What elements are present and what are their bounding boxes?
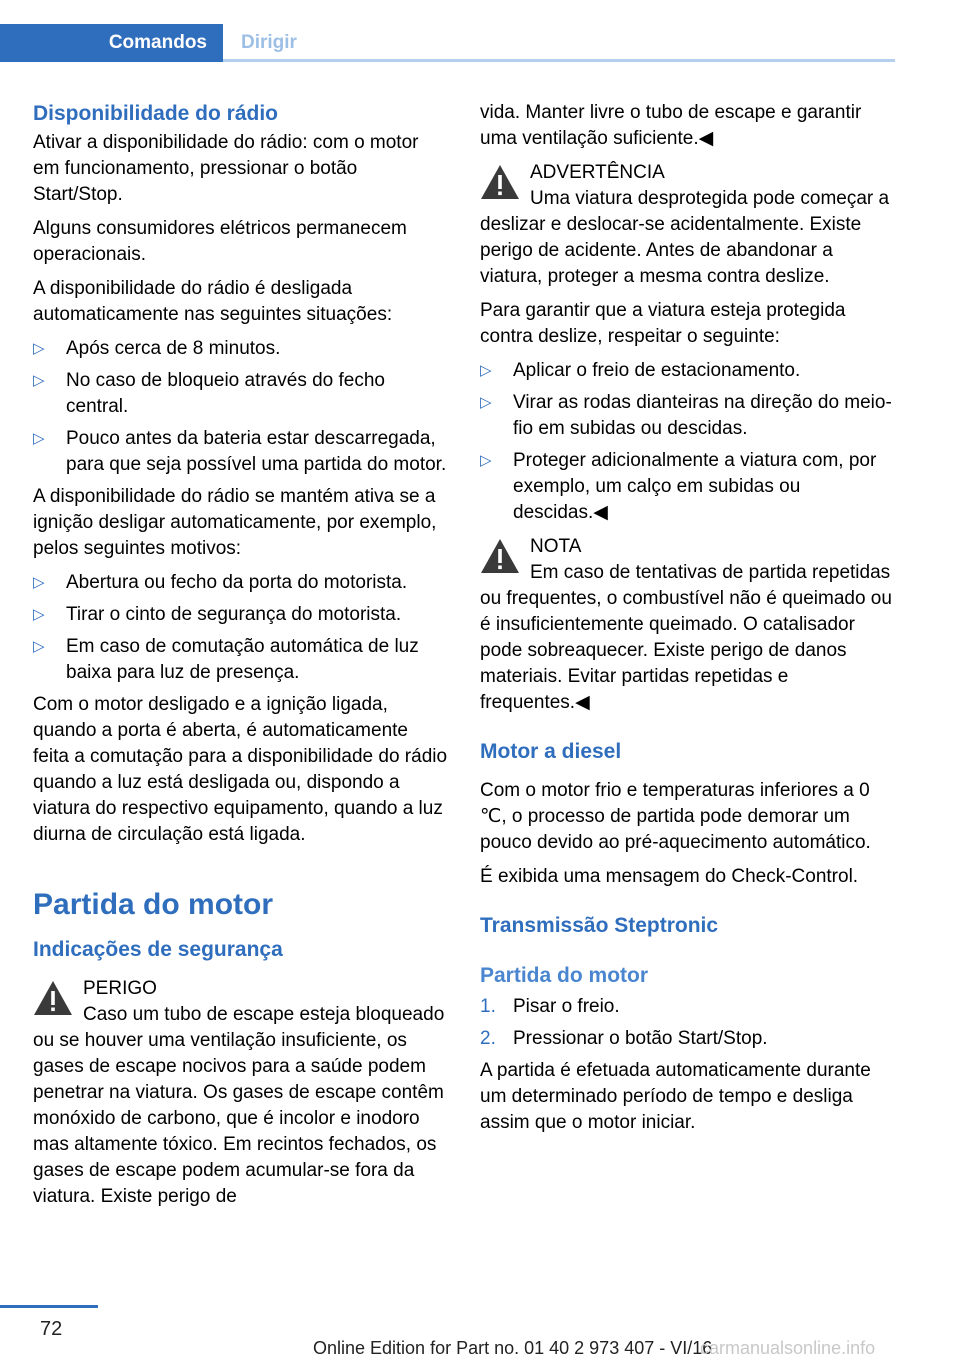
chapter-tabs (0, 24, 895, 62)
list-item: 1. Pisar o freio. (480, 996, 620, 1017)
warning-title: NOTA (530, 536, 582, 557)
triangle-bullet-icon: ▷ (480, 362, 492, 379)
paragraph: Ativar a disponibilidade do rádio: com o motor em funcionamento, pressionar o botão Start/Stop. (33, 132, 419, 205)
paragraph: Com o motor frio e temperaturas inferiores a 0 ℃, o processo de partida pode demorar um pouco devido ao pré-aquecimento automático. (480, 780, 871, 853)
list-item: ▷ Tirar o cinto de segurança do motorista. (33, 602, 448, 628)
triangle-bullet-icon: ▷ (33, 606, 45, 623)
tab-comandos[interactable]: Comandos (0, 24, 223, 62)
triangle-bullet-icon: ▷ (33, 340, 45, 357)
paragraph: vida. Manter livre o tubo de escape e garantir uma ventilação suficiente.◀ (480, 102, 862, 149)
warning-nota (480, 534, 895, 716)
warning-title: PERIGO (83, 978, 157, 999)
page-number: 72 (40, 1318, 63, 1340)
warning-advertencia (480, 160, 895, 290)
triangle-bullet-icon: ▷ (33, 372, 45, 389)
list-item: ▷ Proteger adicionalmente a viatura com, por exemplo, um calço em subidas ou descidas.◀ (480, 450, 877, 523)
warning-text: Uma viatura desprotegida pode começar a deslizar e deslocar-se acidentalmente. Existe perigo de acidente. Antes de abandonar a viatura, proteger a mesma contra deslize. (480, 188, 890, 287)
heading-transmissao-steptronic: Transmissão Steptronic (480, 914, 719, 937)
footer-rule (0, 1305, 98, 1308)
triangle-bullet-icon: ▷ (480, 394, 492, 411)
list-item: ▷ Aplicar o freio de estacionamento. (480, 358, 895, 384)
list-item: ▷ Abertura ou fecho da porta do motorista. (33, 570, 448, 596)
heading-partida-do-motor: Partida do motor (33, 888, 274, 921)
list-item: ▷ Em caso de comutação automática de luz baixa para luz de presença. (33, 636, 419, 683)
list-item: ▷ No caso de bloqueio através do fecho central. (33, 370, 385, 417)
list-item: 2. Pressionar o botão Start/Stop. (480, 1028, 768, 1049)
paragraph: A disponibilidade do rádio se mantém ativa se a ignição desligar automaticamente, por exemplo, pelos seguintes motivos: (33, 486, 437, 559)
list-item: ▷ Pouco antes da bateria estar descarregada, para que seja possível uma partida do motor. (33, 428, 447, 475)
heading-indicacoes-seguranca: Indicações de segurança (33, 938, 283, 961)
edition-note: Online Edition for Part no. 01 40 2 973 407 - VI/16 (313, 1338, 713, 1358)
paragraph: A disponibilidade do rádio é desligada automaticamente nas seguintes situações: (33, 278, 393, 325)
triangle-bullet-icon: ▷ (33, 430, 45, 447)
triangle-bullet-icon: ▷ (33, 574, 45, 591)
triangle-bullet-icon: ▷ (33, 638, 45, 655)
numbered-list (480, 994, 895, 1052)
paragraph: Alguns consumidores elétricos permanecem operacionais. (33, 218, 407, 265)
watermark: carmanualsonline.info (700, 1338, 876, 1358)
warning-text: Em caso de tentativas de partida repetidas ou frequentes, o combustível não é queimado ou é insuficientemente queimado. O catalisador pode sobreaquecer. Existe perigo de danos materiais. Evitar partidas repetidas e frequentes.◀ (480, 562, 892, 713)
warning-perigo (33, 976, 448, 1210)
right-column (480, 100, 895, 1144)
warning-triangle-icon (480, 538, 520, 574)
left-column (33, 100, 448, 1218)
tab-dirigir[interactable]: Dirigir (223, 24, 895, 62)
paragraph: É exibida uma mensagem do Check-Control. (480, 866, 859, 887)
heading-motor-diesel: Motor a diesel (480, 740, 622, 763)
triangle-bullet-icon: ▷ (480, 452, 492, 469)
paragraph: Para garantir que a viatura esteja protegida contra deslize, respeitar o seguinte: (480, 300, 846, 347)
paragraph: Com o motor desligado e a ignição ligada, quando a porta é aberta, é automaticamente feita a comutação para a disponibilidade do rádio quando a luz está desligada ou, dispondo a viatura do respectivo equipamento, quando a luz diurna de circulação está ligada. (33, 694, 448, 845)
bullet-list (33, 570, 448, 686)
paragraph: A partida é efetuada automaticamente durante um determinado período de tempo e desliga assim que o motor iniciar. (480, 1060, 871, 1133)
heading-partida-do-motor-sub: Partida do motor (480, 964, 649, 987)
bullet-list (480, 358, 895, 526)
warning-text: Caso um tubo de escape esteja bloqueado ou se houver uma ventilação insuficiente, os gases de escape nocivos para a saúde podem penetrar na viatura. Os gases de escape contêm monóxido de carbono, que é incolor e inodoro mas altamente tóxico. Em recintos fechados, os gases de escape podem acumular-se fora da viatura. Existe perigo de (33, 1004, 445, 1207)
list-item: ▷ Após cerca de 8 minutos. (33, 336, 448, 362)
list-item: ▷ Virar as rodas dianteiras na direção do meio-fio em subidas ou descidas. (480, 392, 892, 439)
warning-triangle-icon (480, 164, 520, 200)
heading-radio: Disponibilidade do rádio (33, 102, 279, 125)
warning-title: ADVERTÊNCIA (530, 162, 665, 183)
warning-triangle-icon (33, 980, 73, 1016)
bullet-list (33, 336, 448, 478)
